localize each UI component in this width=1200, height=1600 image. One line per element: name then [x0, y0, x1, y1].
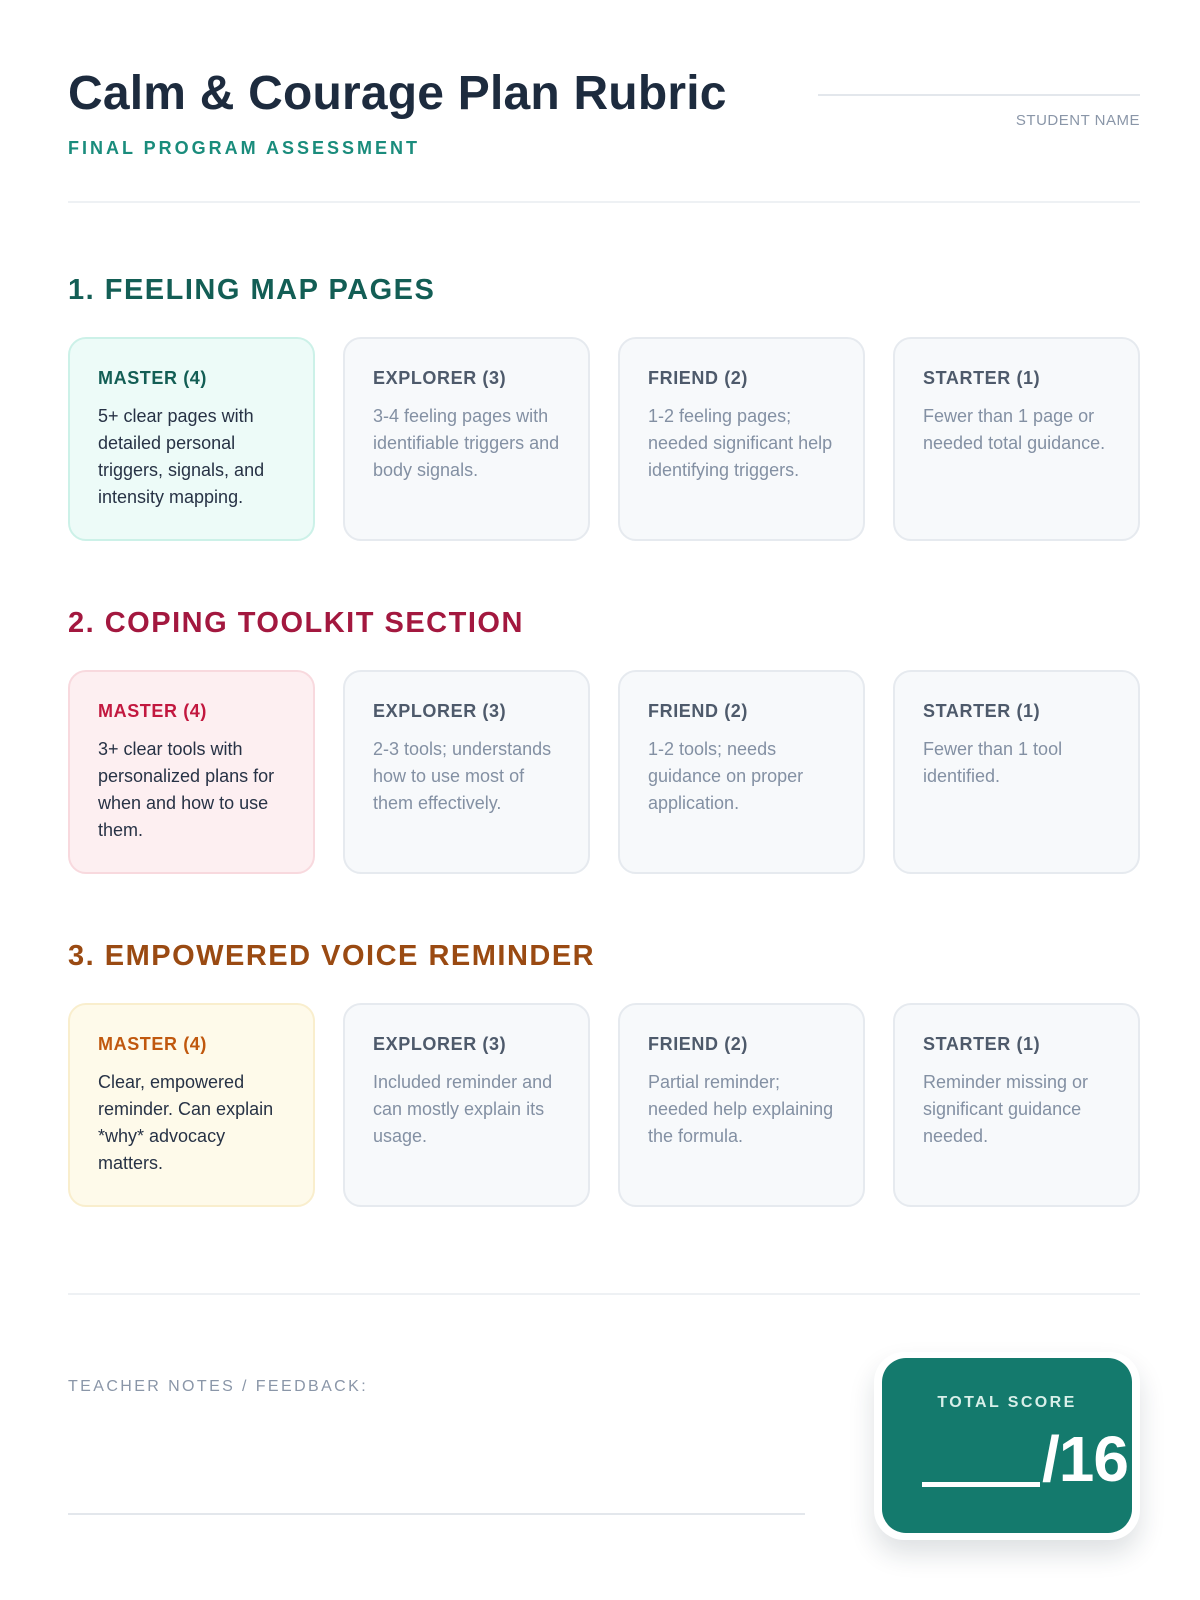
level-description: Fewer than 1 tool identified.	[923, 739, 1063, 786]
rubric-page	[68, 0, 1140, 1600]
total-score-max: /16	[1042, 1423, 1128, 1495]
level-description: Fewer than 1 page or needed total guidance.	[923, 406, 1106, 453]
level-label: STARTER (1)	[923, 701, 1041, 721]
student-name-field[interactable]	[818, 94, 1140, 96]
level-description: Included reminder and can mostly explain its usage.	[373, 1072, 553, 1146]
level-card-starter	[893, 337, 1140, 541]
level-description: 1-2 tools; needs guidance on proper application.	[648, 739, 804, 813]
level-card-explorer	[343, 337, 590, 541]
level-description: Clear, empowered reminder. Can explain *why* advocacy matters.	[98, 1072, 274, 1173]
page-subtitle: FINAL PROGRAM ASSESSMENT	[68, 138, 421, 158]
level-card-master	[68, 337, 315, 541]
level-cards	[68, 1003, 1140, 1207]
level-description: 5+ clear pages with detailed personal triggers, signals, and intensity mapping.	[98, 406, 265, 507]
level-label: EXPLORER (3)	[373, 368, 507, 388]
section-title: 1. FEELING MAP PAGES	[68, 274, 436, 306]
header-divider	[68, 201, 1140, 203]
section-title: 2. COPING TOOLKIT SECTION	[68, 607, 524, 639]
section-coping-toolkit	[68, 605, 1140, 840]
level-card-friend	[618, 337, 865, 541]
level-description: Reminder missing or significant guidance needed.	[923, 1072, 1089, 1146]
level-label: EXPLORER (3)	[373, 701, 507, 721]
total-score-card	[874, 1352, 1140, 1540]
level-label: MASTER (4)	[98, 701, 207, 721]
level-description: 3+ clear tools with personalized plans for when and how to use them.	[98, 739, 275, 840]
total-score-label: TOTAL SCORE	[937, 1394, 1077, 1411]
teacher-notes-label: TEACHER NOTES / FEEDBACK:	[68, 1378, 369, 1395]
level-label: FRIEND (2)	[648, 701, 748, 721]
level-card-master	[68, 1003, 315, 1207]
level-card-master	[68, 670, 315, 874]
level-card-explorer	[343, 670, 590, 874]
level-card-friend	[618, 1003, 865, 1207]
level-card-starter	[893, 1003, 1140, 1207]
level-label: MASTER (4)	[98, 368, 207, 388]
level-description: 3-4 feeling pages with identifiable triggers and body signals.	[373, 406, 560, 480]
section-feeling-map	[68, 272, 1140, 507]
level-label: STARTER (1)	[923, 368, 1041, 388]
level-description: 1-2 feeling pages; needed significant help identifying triggers.	[648, 406, 833, 480]
level-card-friend	[618, 670, 865, 874]
section-title: 3. EMPOWERED VOICE REMINDER	[68, 940, 596, 972]
level-label: FRIEND (2)	[648, 1034, 748, 1054]
page-title: Calm & Courage Plan Rubric	[68, 67, 727, 120]
level-cards	[68, 337, 1140, 541]
level-label: STARTER (1)	[923, 1034, 1041, 1054]
level-description: 2-3 tools; understands how to use most of them effectively.	[373, 739, 552, 813]
level-label: MASTER (4)	[98, 1034, 207, 1054]
level-description: Partial reminder; needed help explaining the formula.	[648, 1072, 834, 1146]
header	[68, 66, 1140, 202]
section-empowered-voice	[68, 938, 1140, 1173]
teacher-notes-field[interactable]	[68, 1513, 805, 1515]
level-card-starter	[893, 670, 1140, 874]
level-card-explorer	[343, 1003, 590, 1207]
footer-divider	[68, 1293, 1140, 1295]
total-score-blank[interactable]	[922, 1482, 1040, 1487]
level-label: EXPLORER (3)	[373, 1034, 507, 1054]
level-label: FRIEND (2)	[648, 368, 748, 388]
total-score-box	[882, 1358, 1132, 1533]
student-name-label: STUDENT NAME	[1015, 112, 1140, 129]
level-cards	[68, 670, 1140, 874]
